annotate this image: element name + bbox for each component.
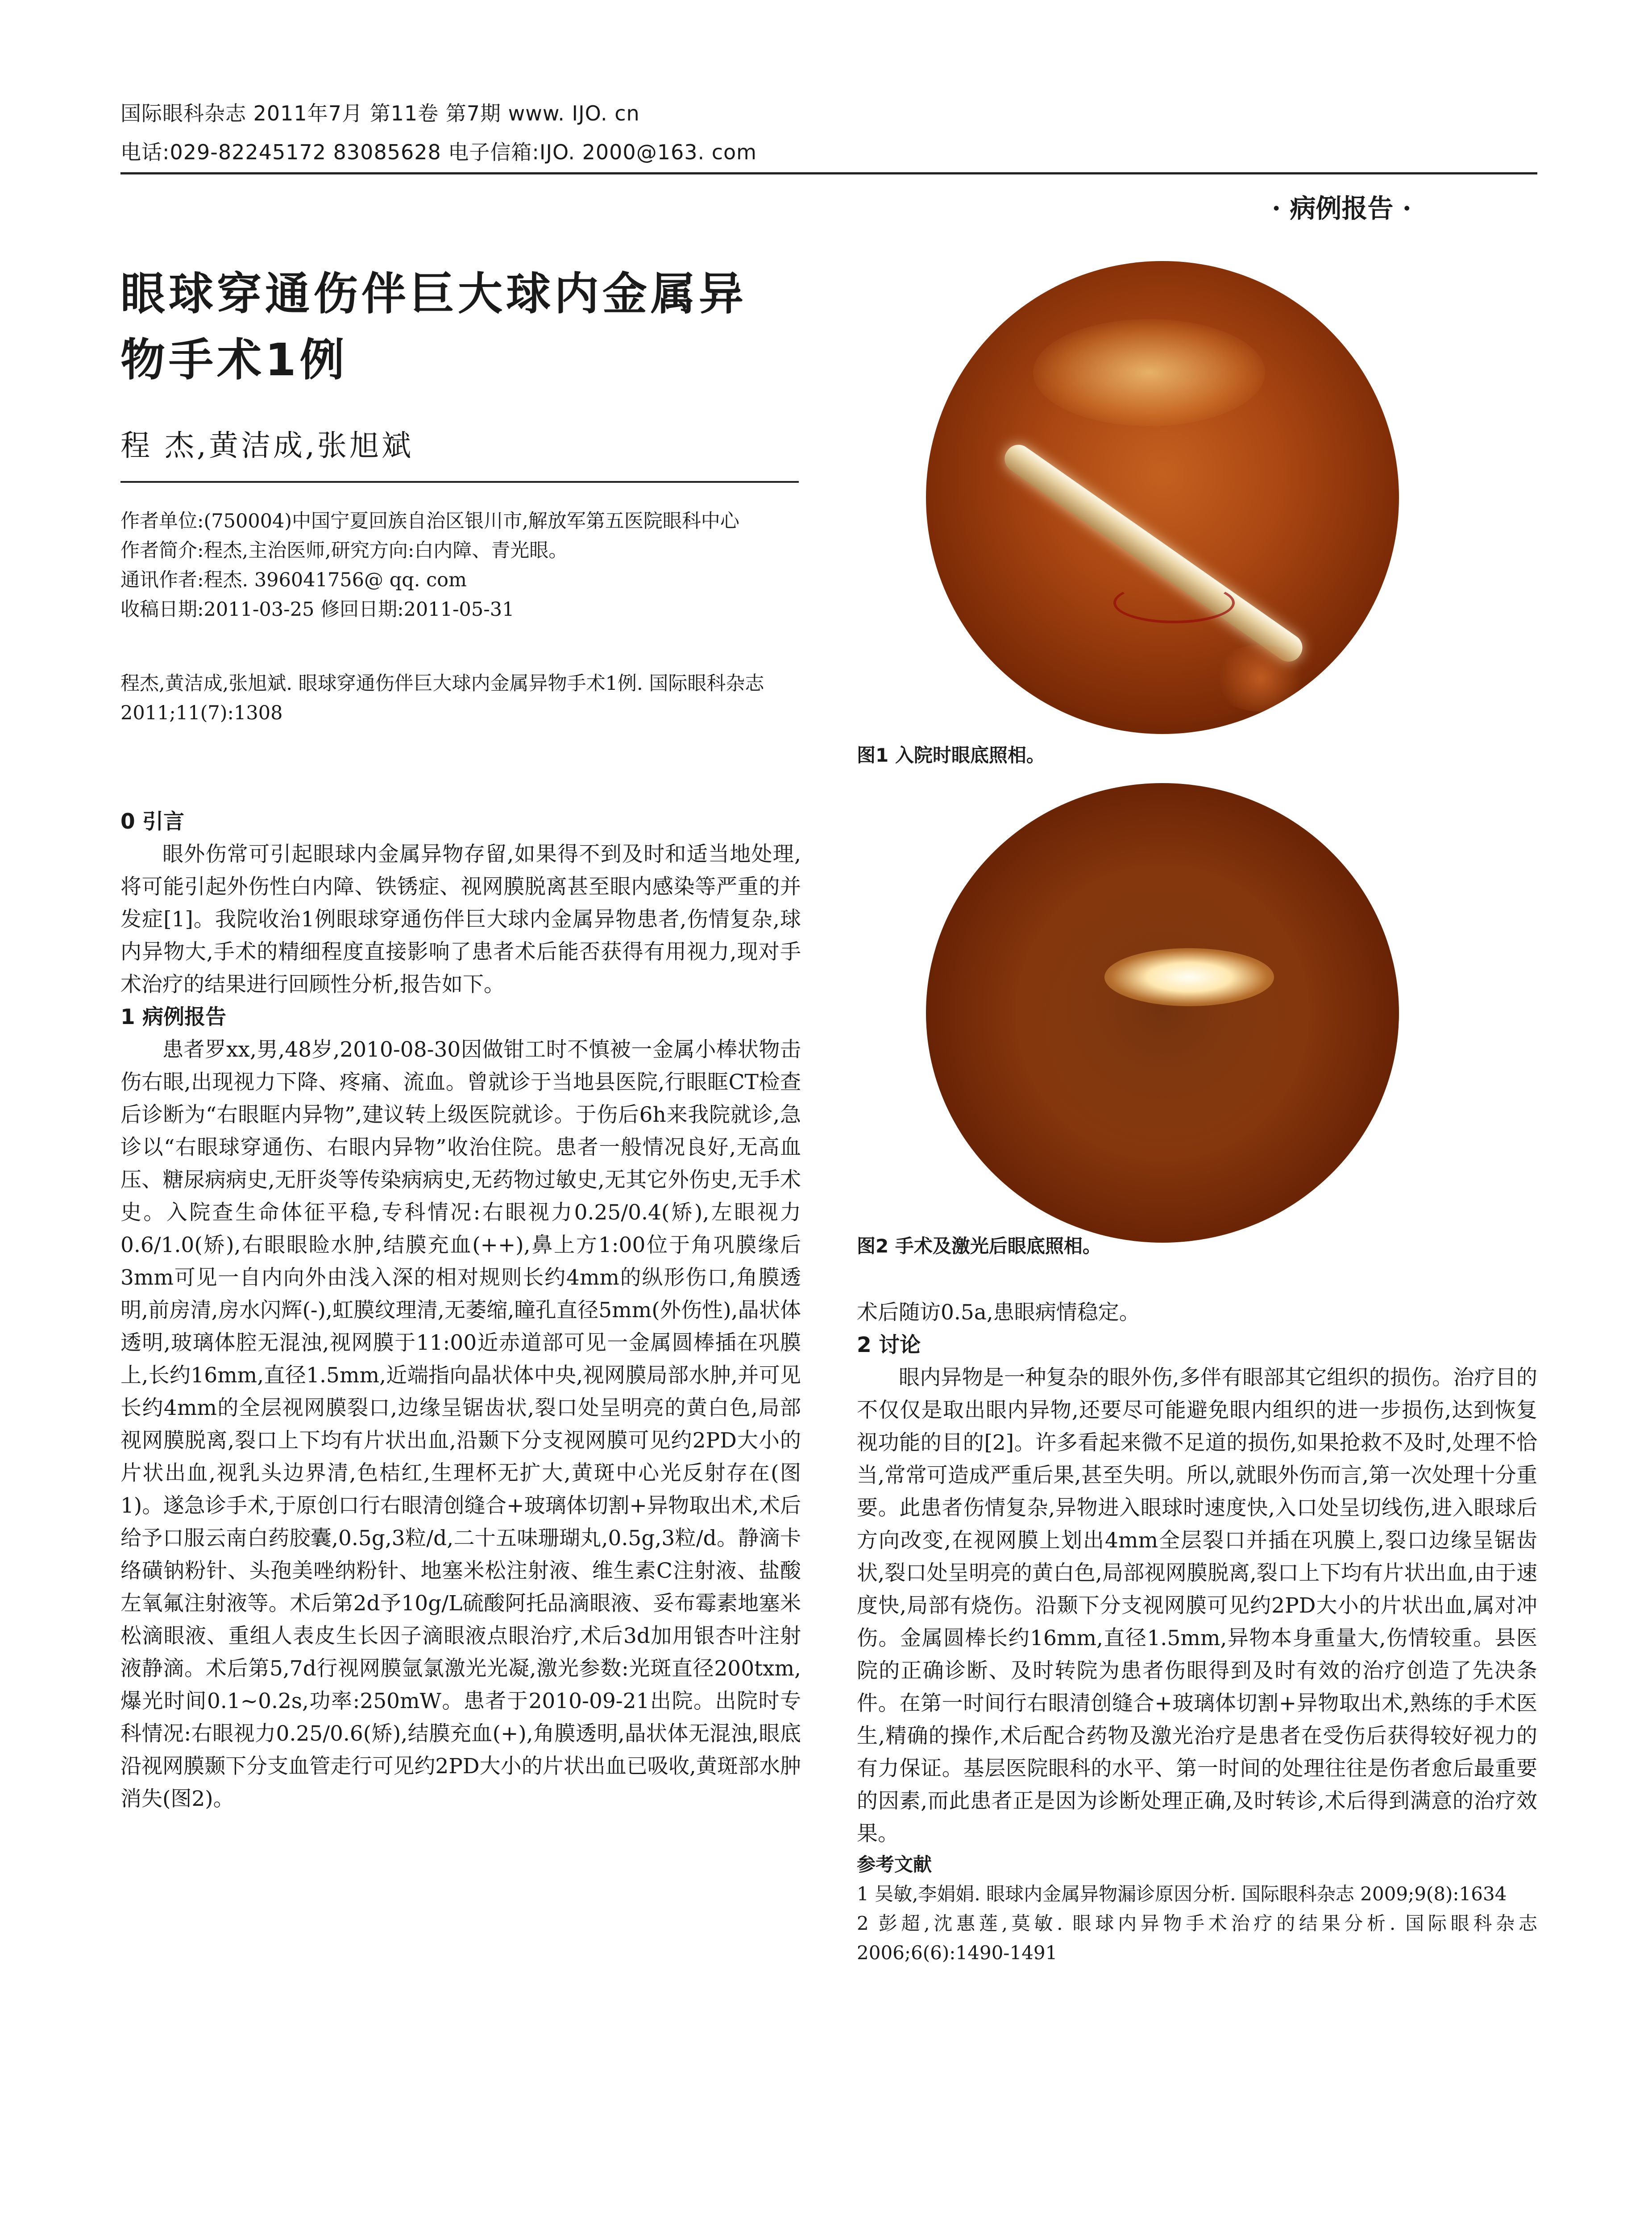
journal-header-line2: 电话:029-82245172 83085628 电子信箱:IJO. 2000@163. com — [120, 140, 757, 164]
journal-header-line1: 国际眼科杂志 2011年7月 第11卷 第7期 www. IJO. cn — [120, 101, 640, 125]
figure-2-fundus-photo — [926, 783, 1399, 1243]
reference-1: 1 吴敏,李娟娟. 眼球内金属异物漏诊原因分析. 国际眼科杂志 2009;9(8):1634 — [857, 1883, 1507, 1905]
section-2-heading: 2 讨论 — [857, 1333, 921, 1357]
right-column — [857, 1296, 1537, 1968]
header-rule — [120, 172, 1537, 174]
author-bio: 作者简介:程杰,主治医师,研究方向:白内障、青光眼。 — [120, 539, 568, 562]
title-line-1: 眼球穿通伤伴巨大球内金属异 — [120, 268, 747, 320]
reflex-glow — [1033, 319, 1265, 426]
case-report-paragraph: 患者罗xx,男,48岁,2010-08-30因做钳工时不慎被一金属小棒状物击伤右眼,出现视力下降、疼痛、流血。曾就诊于当地县医院,行眼眶CT检查后诊断为“右眼眶内异物”,建议转上级医院就诊。于伤后6h来我院就诊,急诊以“右眼球穿通伤、右眼内异物”收治住院。患者一般情况良好,无高血压、糖尿病病史,无肝炎等传染病病史,无药物过敏史,无其它外伤史,无手术史。入院查生命体征平稳,专科情况:右眼视力0.25/0.4(矫),左眼视力0.6/1.0(矫),右眼眼睑水肿,结膜充血(++),鼻上方1:00位于角巩膜缘后3mm可见一自内向外由浅入深的相对规则长约4mm的纵形伤口,角膜透明,前房清,房水闪辉(-),虹膜纹理清,无萎缩,瞳孔直径5mm(外伤性),晶状体透明,玻璃体腔无混浊,视网膜于11:00近赤道部可见一金属圆棒插在巩膜上,长约16mm,直径1.5mm,近端指向晶状体中央,视网膜局部水肿,并可见长约4mm的全层视网膜裂口,边缘呈锯齿状,裂口处呈明亮的黄白色,局部视网膜脱离,裂口上下均有片状出血,沿颞下分支视网膜可见约2PD大小的片状出血,视乳头边界清,色桔红,生理杯无扩大,黄斑中心光反射存在(图1)。遂急诊手术,于原创口行右眼清创缝合+玻璃体切割+异物取出术,术后给予口服云南白药胶囊,0.5g,3粒/d,二十五味珊瑚丸,0.5g,3粒/d。静滴卡络磺钠粉针、头孢美唑纳粉针、地塞米松注射液、维生素C注射液、盐酸左氧氟注射液等。术后第2d予10g/L硫酸阿托品滴眼液、妥布霉素地塞米松滴眼液、重组人表皮生长因子滴眼液点眼治疗,术后3d加用银杏叶注射液静滴。术后第5,7d行视网膜氩氯激光光凝,激光参数:光斑直径200txm,爆光时间0.1~0.2s,功率:250mW。患者于2010-09-21出院。出院时专科情况:右眼视力0.25/0.6(矫),结膜充血(+),角膜透明,晶状体无混浊,眼底沿视网膜颞下分支血管走行可见约2PD大小的片状出血已吸收,黄斑部水肿消失(图2)。 — [120, 1037, 801, 1811]
figure-1-fundus-photo — [926, 261, 1399, 734]
figure-2-caption: 图2 手术及激光后眼底照相。 — [857, 1235, 1101, 1257]
section-1-heading: 1 病例报告 — [120, 1005, 227, 1029]
meta-block — [120, 506, 803, 728]
discussion-paragraph: 眼内异物是一种复杂的眼外伤,多伴有眼部其它组织的损伤。治疗目的不仅仅是取出眼内异物,还要尽可能避免眼内组织的进一步损伤,达到恢复视功能的目的[2]。许多看起来微不足道的损伤,如果抢救不及时,处理不恰当,常常可造成严重后果,甚至失明。所以,就眼外伤而言,第一次处理十分重要。此患者伤情复杂,异物进入眼球时速度快,入口处呈切线伤,进入眼球后方向改变,在视网膜上划出4mm全层裂口并插在巩膜上,裂口边缘呈锯齿状,裂口处呈明亮的黄白色,局部视网膜脱离,裂口上下均有片状出血,由于速度快,局部有烧伤。沿颞下分支视网膜可见约2PD大小的片状出血,属对冲伤。金属圆棒长约16mm,直径1.5mm,异物本身重量大,伤情较重。县医院的正确诊断、及时转院为患者伤眼得到及时有效的治疗创造了先决条件。在第一时间行右眼清创缝合+玻璃体切割+异物取出术,熟练的手术医生,精确的操作,术后配合药物及激光治疗是患者在受伤后获得较好视力的有力保证。基层医院眼科的水平、第一时间的处理往往是伤者愈后最重要的因素,而此患者正是因为诊断处理正确,及时转诊,术后得到满意的治疗效果。 — [857, 1365, 1537, 1846]
metal-foreign-body — [999, 440, 1307, 667]
meta-rule — [120, 481, 799, 483]
article-title — [120, 261, 834, 393]
bright-reflex — [1104, 948, 1274, 1006]
received-dates: 收稿日期:2011-03-25 修回日期:2011-05-31 — [120, 598, 515, 621]
affiliation: 作者单位:(750004)中国宁夏回族自治区银川市,解放军第五医院眼科中心 — [120, 510, 739, 532]
reference-2: 2 彭超,沈惠莲,莫敏. 眼球内异物手术治疗的结果分析. 国际眼科杂志 2006;6(6):1490-1491 — [857, 1912, 1537, 1964]
section-0-heading: 0 引言 — [120, 809, 185, 834]
left-column — [120, 805, 801, 1815]
citation: 程杰,黄洁成,张旭斌. 眼球穿通伤伴巨大球内金属异物手术1例. 国际眼科杂志 2011;11(7):1308 — [120, 672, 764, 724]
section-tag: · 病例报告 · — [1272, 193, 1411, 224]
followup-line: 术后随访0.5a,患眼病情稳定。 — [857, 1300, 1140, 1325]
title-line-2: 物手术1例 — [120, 334, 348, 386]
laser-scar-area — [980, 854, 1345, 1167]
corresponding-author: 通讯作者:程杰. 396041756@ qq. com — [120, 569, 467, 591]
references-heading: 参考文献 — [857, 1854, 932, 1875]
intro-paragraph: 眼外伤常可引起眼球内金属异物存留,如果得不到及时和适当地处理,将可能引起外伤性白内障、铁锈症、视网膜脱离甚至眼内感染等严重的并发症[1]。我院收治1例眼球穿通伤伴巨大球内金属异物患者,伤情复杂,球内异物大,手术的精细程度直接影响了患者术后能否获得有用视力,现对手术治疗的结果进行回顾性分析,报告如下。 — [120, 842, 801, 997]
figure-1-caption: 图1 入院时眼底照相。 — [857, 744, 1045, 766]
authors: 程 杰,黄洁成,张旭斌 — [120, 428, 414, 463]
optic-disc — [1212, 645, 1310, 712]
hemorrhage-mark — [1113, 582, 1235, 623]
